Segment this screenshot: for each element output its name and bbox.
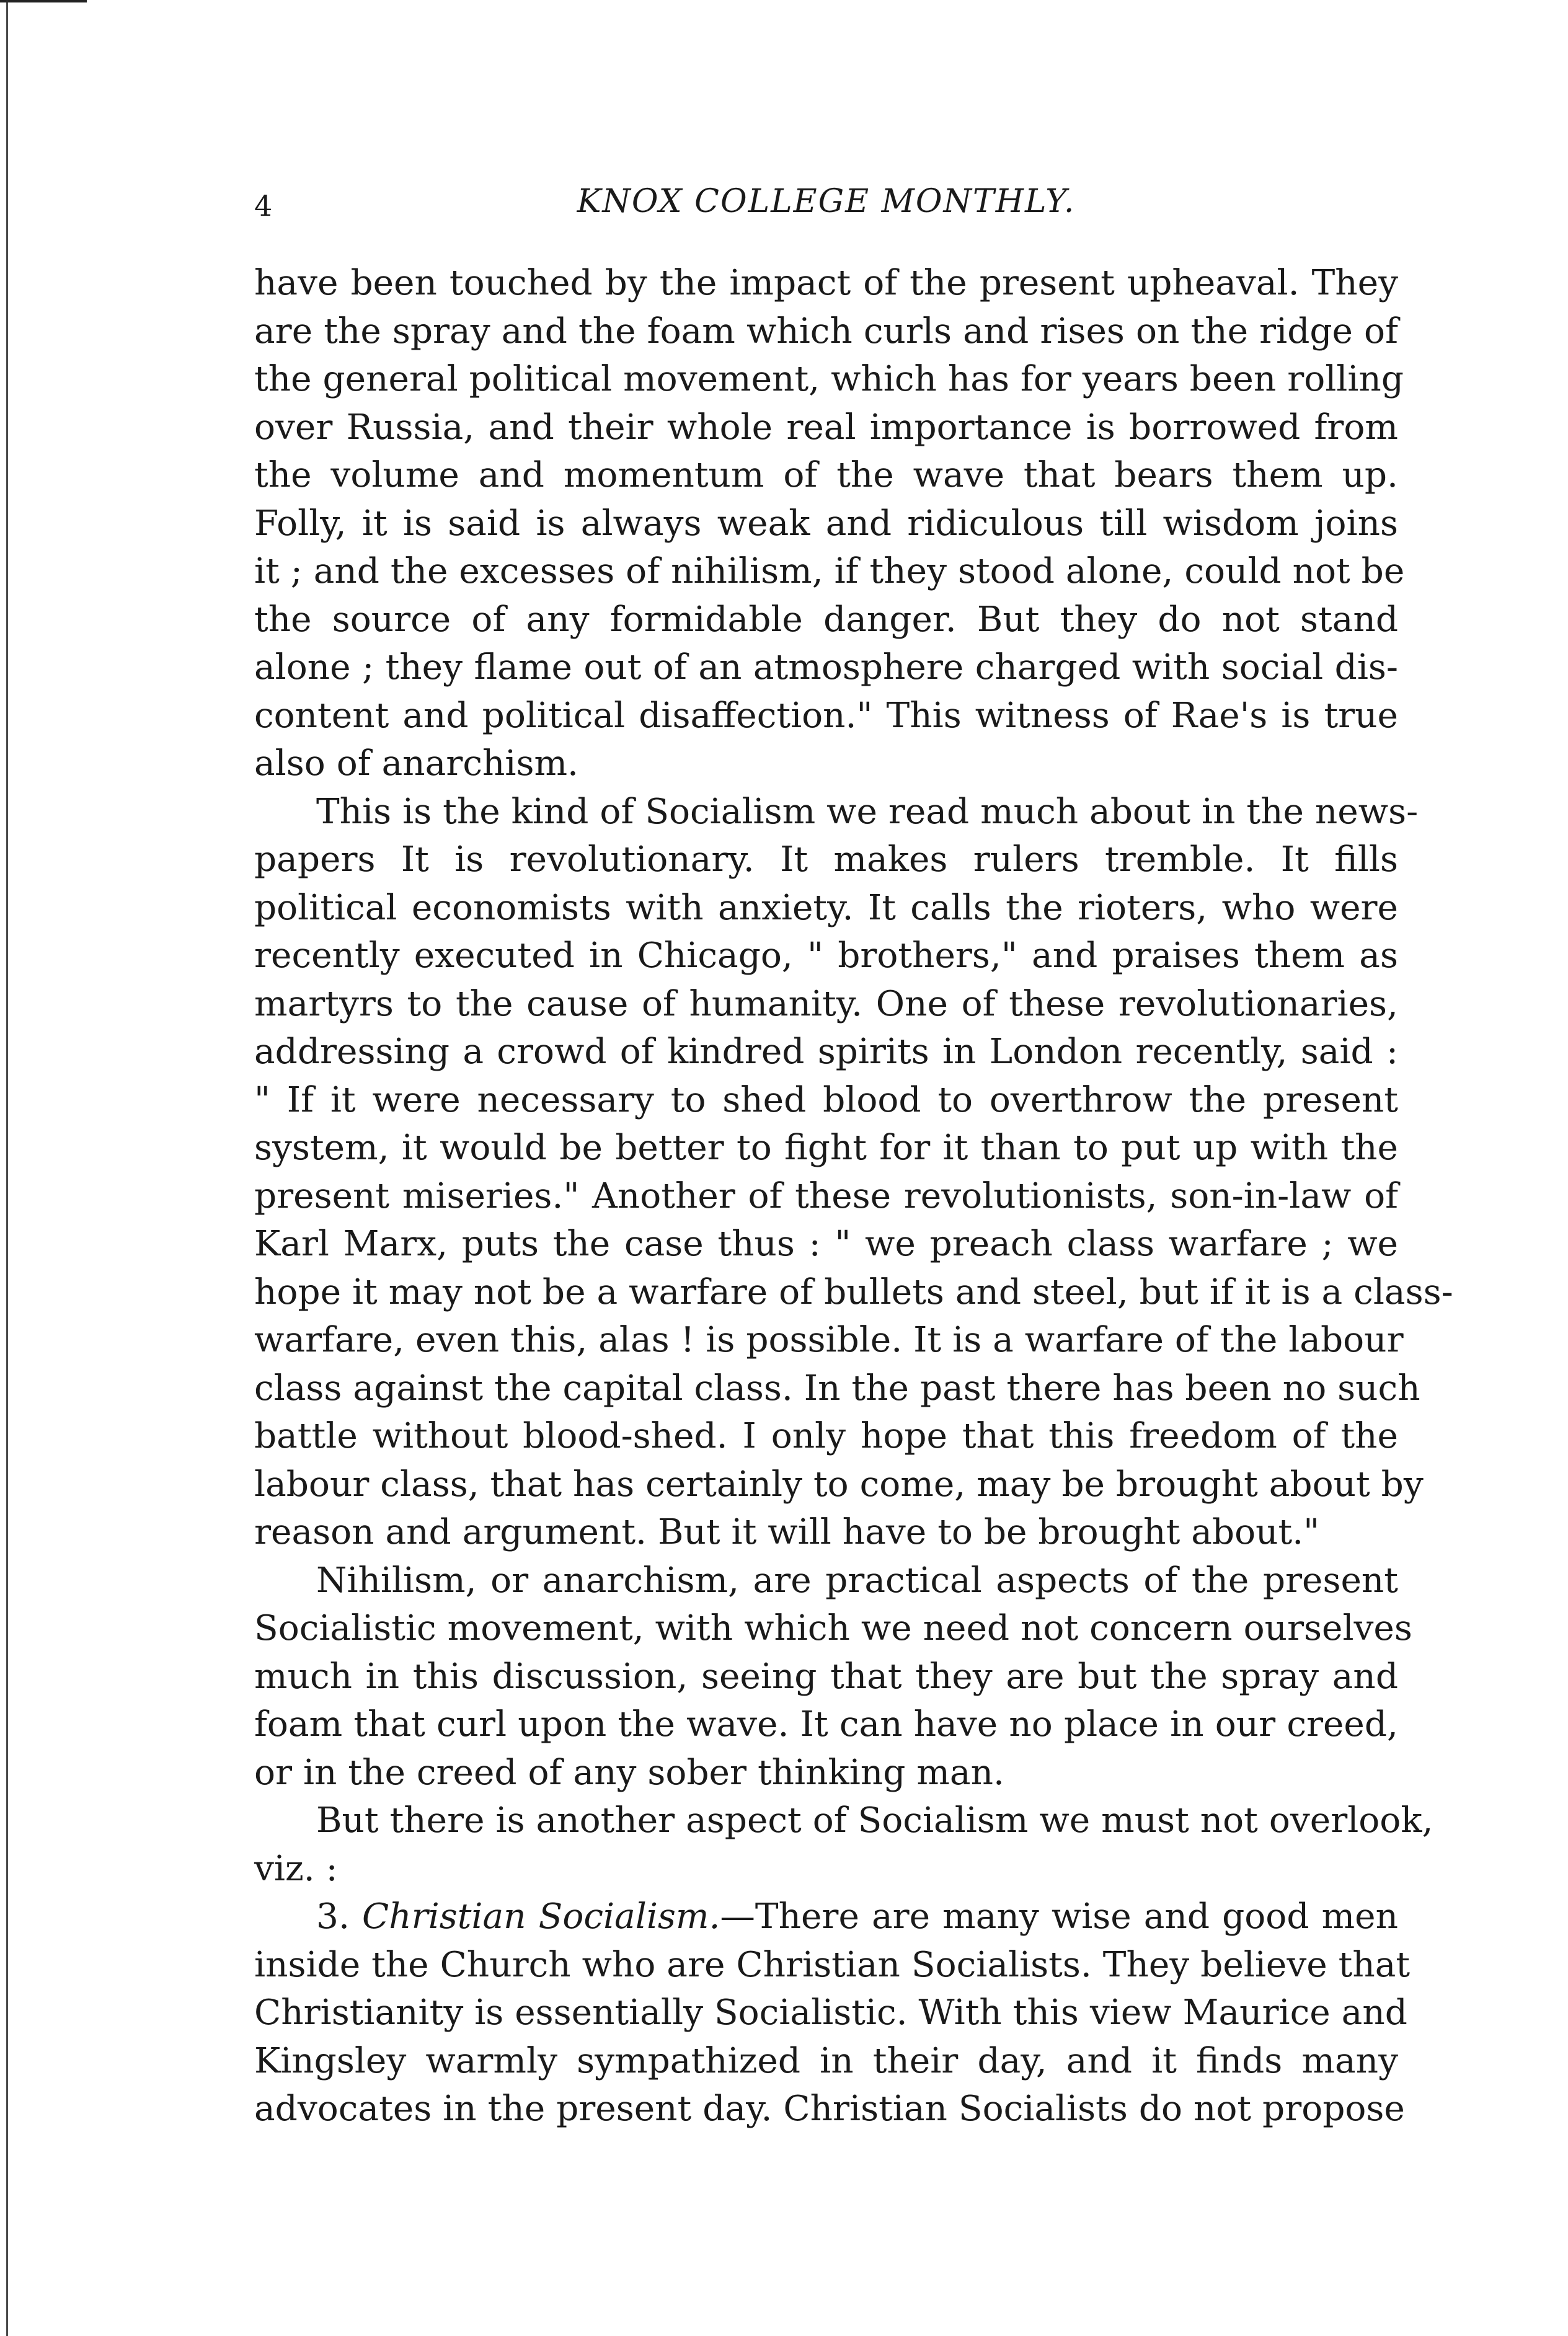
running-title: KNOX COLLEGE MONTHLY. — [577, 183, 1076, 220]
text-line: inside the Church who are Christian Socialists. They believe that — [254, 1944, 1411, 1985]
section-number: 3. — [316, 1896, 362, 1937]
text-line: addressing a crowd of kindred spirits in London recently, said : — [254, 1032, 1398, 1072]
text-line: Folly, it is said is always weak and ridiculous till wisdom joins — [254, 503, 1398, 544]
text-line: it ; and the excesses of nihilism, if they stood alone, could not be — [254, 551, 1405, 591]
page-number: 4 — [254, 189, 273, 223]
scan-edge-left — [6, 0, 11, 2336]
text-line: battle without blood-shed. I only hope that this freedom of the — [254, 1416, 1398, 1456]
text-line: are the spray and the foam which curls and rises on the ridge of — [254, 311, 1398, 352]
text-line: reason and argument. But it will have to be brought about." — [254, 1512, 1320, 1552]
text-line: the general political movement, which has for years been rolling — [254, 359, 1404, 399]
text-line: papers It is revolutionary. It makes rulers tremble. It fills — [254, 839, 1398, 880]
text-line: Kingsley warmly sympathized in their day, and it finds many — [254, 2040, 1398, 2081]
text-line: Socialistic movement, with which we need not concern ourselves — [254, 1608, 1412, 1648]
text-line: content and political disaffection." This witness of Rae's is true — [254, 695, 1398, 736]
text-line: labour class, that has certainly to come, may be brought about by — [254, 1464, 1424, 1505]
text-line: advocates in the present day. Christian Socialists do not propose — [254, 2089, 1405, 2129]
text-line: the source of any formidable danger. But they do not stand — [254, 599, 1398, 640]
text-line: class against the capital class. In the past there has been no such — [254, 1368, 1420, 1409]
text-line: system, it would be better to fight for it than to put up with the — [254, 1128, 1398, 1168]
text-line: But there is another aspect of Socialism we must not overlook, — [316, 1800, 1433, 1841]
text-line: also of anarchism. — [254, 743, 579, 784]
text-line: the volume and momentum of the wave that bears them up. — [254, 455, 1398, 495]
text-line: Nihilism, or anarchism, are practical aspects of the present — [316, 1560, 1398, 1601]
text-line: recently executed in Chicago, " brothers," and praises them as — [254, 936, 1398, 976]
text-line: present miseries." Another of these revolutionists, son-in-law of — [254, 1175, 1398, 1216]
text-line: Karl Marx, puts the case thus : " we preach class warfare ; we — [254, 1224, 1398, 1264]
text-line: This is the kind of Socialism we read much about in the news- — [316, 791, 1419, 832]
text-line: or in the creed of any sober thinking man. — [254, 1752, 1004, 1793]
text-line: martyrs to the cause of humanity. One of these revolutionaries, — [254, 983, 1398, 1024]
text-line: much in this discussion, seeing that they are but the spray and — [254, 1656, 1398, 1697]
page-header — [254, 180, 1398, 229]
text-line: have been touched by the impact of the present upheaval. They — [254, 263, 1398, 303]
text-line: alone ; they flame out of an atmosphere charged with social dis- — [254, 647, 1398, 688]
text-line: political economists with anxiety. It calls the rioters, who were — [254, 887, 1398, 928]
text-line: " If it were necessary to shed blood to overthrow the present — [254, 1079, 1398, 1120]
text-line: foam that curl upon the wave. It can have no place in our creed, — [254, 1704, 1398, 1745]
text-line: viz. : — [254, 1848, 338, 1889]
body-text — [254, 259, 1453, 2133]
section-title: Christian Socialism. — [362, 1896, 720, 1937]
section-heading-line — [254, 1893, 1398, 1941]
text-line: Christianity is essentially Socialistic. With this view Maurice and — [254, 1993, 1407, 2033]
text-line: over Russia, and their whole real importance is borrowed from — [254, 407, 1398, 448]
scan-edge-top — [0, 0, 87, 2]
section-lead-text: —There are many wise and good men — [720, 1896, 1398, 1937]
text-line: hope it may not be a warfare of bullets and steel, but if it is a class- — [254, 1272, 1453, 1312]
text-line: warfare, even this, alas ! is possible. It is a warfare of the labour — [254, 1320, 1404, 1360]
